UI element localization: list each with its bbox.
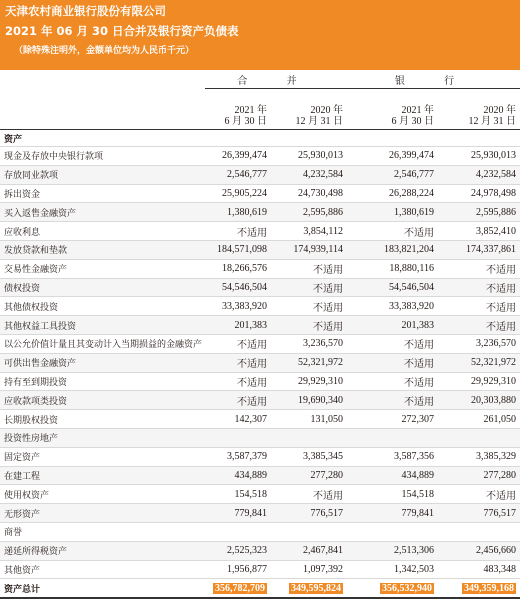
cell-value — [347, 428, 438, 447]
balance-sheet-table — [0, 70, 520, 599]
cell-value: 29,929,310 — [271, 372, 347, 391]
unit-note: （除特殊注明外，金额单位均为人民币千元） — [14, 46, 195, 56]
cell-value — [438, 579, 520, 598]
date-header: 2020 年 12 月 31 日 — [438, 89, 520, 130]
cell-value: 183,821,204 — [347, 240, 438, 259]
cell-value: 4,232,584 — [438, 165, 520, 184]
cell-value: 1,380,619 — [205, 203, 271, 222]
cell-value: 不适用 — [347, 334, 438, 353]
total-value: 349,595,824 — [291, 582, 341, 594]
cell-value: 33,383,920 — [347, 297, 438, 316]
row-label: 拆出资金 — [0, 184, 205, 203]
cell-value — [271, 428, 347, 447]
cell-value: 19,690,340 — [271, 391, 347, 410]
bank-name: 天津农村商业银行股份有限公司 — [5, 4, 166, 18]
table-row — [0, 165, 520, 184]
cell-value: 154,518 — [205, 485, 271, 504]
cell-value: 201,383 — [347, 316, 438, 335]
date-header: 2020 年 12 月 31 日 — [271, 89, 347, 130]
table-row — [0, 372, 520, 391]
cell-value: 54,546,504 — [347, 278, 438, 297]
total-row — [0, 579, 520, 598]
table-row — [0, 353, 520, 372]
cell-value: 不适用 — [205, 372, 271, 391]
cell-value: 18,880,116 — [347, 259, 438, 278]
date-header: 2021 年 6 月 30 日 — [347, 89, 438, 130]
date-header: 2021 年 6 月 30 日 — [205, 89, 271, 130]
row-label: 商誉 — [0, 522, 205, 541]
row-label: 发放贷款和垫款 — [0, 240, 205, 259]
row-label: 其他债权投资 — [0, 297, 205, 316]
table-row — [0, 316, 520, 335]
cell-value: 142,307 — [205, 410, 271, 429]
cell-value: 52,321,972 — [438, 353, 520, 372]
cell-value: 434,889 — [347, 466, 438, 485]
cell-value: 184,571,098 — [205, 240, 271, 259]
cell-value — [438, 522, 520, 541]
cell-value — [347, 522, 438, 541]
table-row — [0, 447, 520, 466]
cell-value: 3,236,570 — [271, 334, 347, 353]
row-label: 买入返售金融资产 — [0, 203, 205, 222]
table-row — [0, 259, 520, 278]
row-label: 债权投资 — [0, 278, 205, 297]
cell-value: 不适用 — [347, 353, 438, 372]
row-label: 投资性房地产 — [0, 428, 205, 447]
table-row — [0, 522, 520, 541]
cell-value: 3,385,329 — [438, 447, 520, 466]
table-row — [0, 222, 520, 241]
cell-value — [438, 428, 520, 447]
cell-value — [347, 579, 438, 598]
cell-value: 不适用 — [438, 297, 520, 316]
cell-value: 131,050 — [271, 410, 347, 429]
column-group-row — [0, 70, 520, 89]
table-row — [0, 391, 520, 410]
cell-value: 261,050 — [438, 410, 520, 429]
cell-value: 2,546,777 — [347, 165, 438, 184]
cell-value: 483,348 — [438, 560, 520, 579]
cell-value — [271, 579, 347, 598]
cell-value: 29,929,310 — [438, 372, 520, 391]
cell-value: 277,280 — [271, 466, 347, 485]
section-label: 资产 — [0, 130, 520, 147]
cell-value: 2,546,777 — [205, 165, 271, 184]
total-value: 349,359,168 — [464, 582, 514, 594]
cell-value — [205, 522, 271, 541]
cell-value: 2,525,323 — [205, 541, 271, 560]
cell-value: 4,232,584 — [271, 165, 347, 184]
cell-value: 25,930,013 — [271, 147, 347, 166]
table-row — [0, 466, 520, 485]
cell-value: 277,280 — [438, 466, 520, 485]
group-bank: 银 行 — [347, 70, 520, 89]
row-label: 使用权资产 — [0, 485, 205, 504]
cell-value: 不适用 — [205, 391, 271, 410]
cell-value: 154,518 — [347, 485, 438, 504]
cell-value: 2,456,660 — [438, 541, 520, 560]
table-row — [0, 334, 520, 353]
cell-value: 3,587,356 — [347, 447, 438, 466]
row-label: 递延所得税资产 — [0, 541, 205, 560]
cell-value: 18,266,576 — [205, 259, 271, 278]
cell-value: 20,303,880 — [438, 391, 520, 410]
row-label: 现金及存放中央银行款项 — [0, 147, 205, 166]
table-row — [0, 297, 520, 316]
cell-value: 1,956,877 — [205, 560, 271, 579]
cell-value: 26,288,224 — [347, 184, 438, 203]
table-row — [0, 560, 520, 579]
row-label: 无形资产 — [0, 504, 205, 523]
cell-value: 2,595,886 — [271, 203, 347, 222]
cell-value: 25,905,224 — [205, 184, 271, 203]
cell-value: 2,595,886 — [438, 203, 520, 222]
table-row — [0, 240, 520, 259]
cell-value: 3,587,379 — [205, 447, 271, 466]
cell-value: 不适用 — [271, 259, 347, 278]
cell-value: 2,513,306 — [347, 541, 438, 560]
row-label: 其他权益工具投资 — [0, 316, 205, 335]
cell-value: 不适用 — [205, 222, 271, 241]
cell-value: 3,852,410 — [438, 222, 520, 241]
table-row — [0, 504, 520, 523]
table-row — [0, 410, 520, 429]
section-header-assets — [0, 130, 520, 147]
group-consolidated: 合 并 — [205, 70, 347, 89]
cell-value: 不适用 — [205, 334, 271, 353]
cell-value: 1,342,503 — [347, 560, 438, 579]
cell-value: 1,380,619 — [347, 203, 438, 222]
total-value: 356,532,940 — [382, 582, 432, 594]
cell-value — [205, 579, 271, 598]
row-label: 交易性金融资产 — [0, 259, 205, 278]
cell-value: 776,517 — [271, 504, 347, 523]
cell-value — [271, 522, 347, 541]
row-label: 持有至到期投资 — [0, 372, 205, 391]
cell-value: 779,841 — [205, 504, 271, 523]
cell-value — [205, 428, 271, 447]
cell-value: 54,546,504 — [205, 278, 271, 297]
table-row — [0, 428, 520, 447]
cell-value: 3,236,570 — [438, 334, 520, 353]
cell-value: 1,097,392 — [271, 560, 347, 579]
cell-value: 776,517 — [438, 504, 520, 523]
row-label: 应收款项类投资 — [0, 391, 205, 410]
cell-value: 不适用 — [271, 316, 347, 335]
row-label: 资产总计 — [0, 579, 205, 598]
table-row — [0, 147, 520, 166]
cell-value: 33,383,920 — [205, 297, 271, 316]
cell-value: 不适用 — [438, 485, 520, 504]
row-label: 在建工程 — [0, 466, 205, 485]
cell-value: 272,307 — [347, 410, 438, 429]
report-header — [0, 0, 520, 70]
cell-value: 不适用 — [347, 222, 438, 241]
cell-value: 24,730,498 — [271, 184, 347, 203]
cell-value: 不适用 — [438, 278, 520, 297]
row-label: 可供出售金融资产 — [0, 353, 205, 372]
cell-value: 不适用 — [438, 316, 520, 335]
cell-value: 不适用 — [347, 391, 438, 410]
cell-value: 25,930,013 — [438, 147, 520, 166]
cell-value: 不适用 — [205, 353, 271, 372]
cell-value: 3,854,112 — [271, 222, 347, 241]
statement-title: 2021 年 06 月 30 日合并及银行资产负债表 — [5, 24, 239, 38]
row-label: 其他资产 — [0, 560, 205, 579]
table-row — [0, 184, 520, 203]
cell-value: 不适用 — [438, 259, 520, 278]
row-label: 以公允价值计量且其变动计入当期损益的金融资产 — [0, 334, 205, 353]
table-row — [0, 541, 520, 560]
row-label: 存放同业款项 — [0, 165, 205, 184]
date-header-row — [0, 89, 520, 130]
total-value: 356,782,709 — [215, 582, 265, 594]
cell-value: 不适用 — [271, 278, 347, 297]
cell-value: 26,399,474 — [347, 147, 438, 166]
cell-value: 不适用 — [271, 485, 347, 504]
cell-value: 不适用 — [271, 297, 347, 316]
row-label: 长期股权投资 — [0, 410, 205, 429]
cell-value: 24,978,498 — [438, 184, 520, 203]
row-label: 应收利息 — [0, 222, 205, 241]
row-label: 固定资产 — [0, 447, 205, 466]
cell-value: 201,383 — [205, 316, 271, 335]
table-row — [0, 278, 520, 297]
cell-value: 434,889 — [205, 466, 271, 485]
cell-value: 3,385,345 — [271, 447, 347, 466]
cell-value: 779,841 — [347, 504, 438, 523]
cell-value: 2,467,841 — [271, 541, 347, 560]
cell-value: 174,337,861 — [438, 240, 520, 259]
cell-value: 52,321,972 — [271, 353, 347, 372]
table-row — [0, 485, 520, 504]
cell-value: 不适用 — [347, 372, 438, 391]
cell-value: 26,399,474 — [205, 147, 271, 166]
cell-value: 174,939,114 — [271, 240, 347, 259]
table-row — [0, 203, 520, 222]
